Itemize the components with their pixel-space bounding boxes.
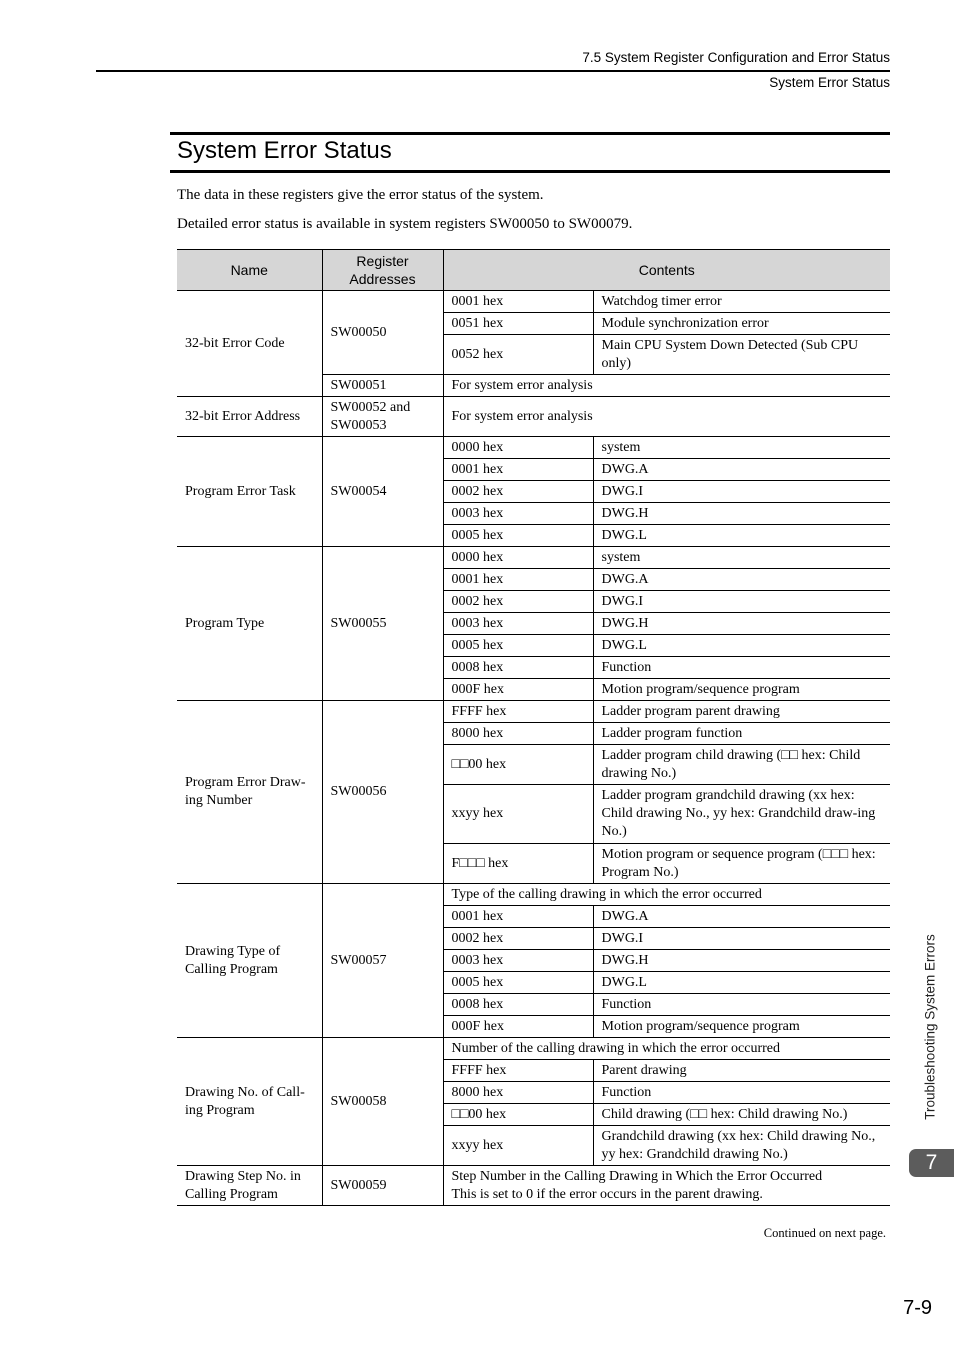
header-subsection: System Error Status — [769, 75, 890, 90]
register-address: SW00054 — [322, 437, 443, 547]
value-code: 0001 hex — [443, 459, 593, 481]
value-description: Function — [593, 1082, 890, 1104]
value-description: DWG.A — [593, 459, 890, 481]
table-row — [177, 397, 890, 437]
value-description: system — [593, 547, 890, 569]
table-row — [177, 884, 890, 906]
value-description: DWG.A — [593, 569, 890, 591]
register-name: Drawing Type of Calling Program — [177, 884, 322, 1038]
value-description: Function — [593, 994, 890, 1016]
value-code: 0005 hex — [443, 635, 593, 657]
value-code: FFFF hex — [443, 1060, 593, 1082]
value-code: 0052 hex — [443, 335, 593, 375]
value-code: 000F hex — [443, 1016, 593, 1038]
value-code: 0002 hex — [443, 481, 593, 503]
value-code: □□00 hex — [443, 1104, 593, 1126]
value-code: 0000 hex — [443, 547, 593, 569]
value-code: 0001 hex — [443, 291, 593, 313]
value-description: DWG.L — [593, 525, 890, 547]
contents-text — [443, 1166, 890, 1206]
register-name: Program Error Task — [177, 437, 322, 547]
register-name: Drawing No. of Call-ing Program — [177, 1038, 322, 1166]
value-code: 000F hex — [443, 679, 593, 701]
register-name: Drawing Step No. in Calling Program — [177, 1166, 322, 1206]
continued-note: Continued on next page. — [763, 1226, 886, 1240]
register-name: 32-bit Error Address — [177, 397, 322, 437]
title-box — [170, 132, 890, 173]
value-description: DWG.H — [593, 613, 890, 635]
register-address: SW00055 — [322, 547, 443, 701]
col-header-register: Register Addresses — [322, 250, 443, 291]
register-name: 32-bit Error Code — [177, 291, 322, 397]
value-description: Motion program or sequence program (□□□ hex: Program No.) — [593, 844, 890, 884]
register-address: SW00052 and SW00053 — [322, 397, 443, 437]
value-code: xxyy hex — [443, 785, 593, 844]
value-code: FFFF hex — [443, 701, 593, 723]
value-code: 0000 hex — [443, 437, 593, 459]
value-description: Motion program/sequence program — [593, 679, 890, 701]
table-row — [177, 1166, 890, 1206]
contents-text: Type of the calling drawing in which the error occurred — [443, 884, 890, 906]
page-title: System Error Status — [177, 137, 392, 164]
value-description: DWG.L — [593, 635, 890, 657]
value-code: 0051 hex — [443, 313, 593, 335]
value-code: 0003 hex — [443, 613, 593, 635]
value-description: DWG.A — [593, 906, 890, 928]
value-code: 0002 hex — [443, 591, 593, 613]
value-code: 8000 hex — [443, 723, 593, 745]
register-name: Program Type — [177, 547, 322, 701]
table-row — [177, 1038, 890, 1060]
value-description: Ladder program grandchild drawing (xx hex: Child drawing No., yy hex: Grandchild draw-ing No.) — [593, 785, 890, 844]
value-description: Grandchild drawing (xx hex: Child drawing No., yy hex: Grandchild drawing No.) — [593, 1126, 890, 1166]
value-code: 0005 hex — [443, 525, 593, 547]
register-address: SW00059 — [322, 1166, 443, 1206]
value-description: DWG.I — [593, 928, 890, 950]
table-row — [177, 547, 890, 569]
value-description: Parent drawing — [593, 1060, 890, 1082]
register-address: SW00051 — [322, 375, 443, 397]
register-address: SW00050 — [322, 291, 443, 375]
header-section: 7.5 System Register Configuration and Error Status — [582, 50, 890, 65]
register-address: SW00056 — [322, 701, 443, 884]
value-description: DWG.H — [593, 503, 890, 525]
chapter-tab: 7 — [909, 1149, 954, 1177]
table-row — [177, 291, 890, 313]
value-code: 0001 hex — [443, 569, 593, 591]
contents-line-2: This is set to 0 if the error occurs in the parent drawing. — [451, 1186, 763, 1202]
value-code: 0008 hex — [443, 994, 593, 1016]
value-description: DWG.I — [593, 591, 890, 613]
col-header-contents: Contents — [443, 250, 890, 291]
value-code: 0005 hex — [443, 972, 593, 994]
col-header-name: Name — [177, 250, 322, 291]
value-description: Watchdog timer error — [593, 291, 890, 313]
value-code: F□□□ hex — [443, 844, 593, 884]
value-description: Motion program/sequence program — [593, 1016, 890, 1038]
value-description: DWG.L — [593, 972, 890, 994]
value-code: 0003 hex — [443, 950, 593, 972]
table-row — [177, 701, 890, 723]
register-name: Program Error Draw-ing Number — [177, 701, 322, 884]
value-description: Ladder program parent drawing — [593, 701, 890, 723]
contents-line-1: Step Number in the Calling Drawing in Which the Error Occurred — [451, 1168, 823, 1184]
value-code: xxyy hex — [443, 1126, 593, 1166]
contents-text: Number of the calling drawing in which the error occurred — [443, 1038, 890, 1060]
value-code: 0003 hex — [443, 503, 593, 525]
page-number: 7-9 — [903, 1297, 932, 1319]
system-error-table — [177, 249, 890, 1206]
value-code: □□00 hex — [443, 745, 593, 785]
value-code: 0001 hex — [443, 906, 593, 928]
value-description: Child drawing (□□ hex: Child drawing No.) — [593, 1104, 890, 1126]
header-rule — [96, 70, 890, 72]
value-description: Module synchronization error — [593, 313, 890, 335]
value-description: DWG.H — [593, 950, 890, 972]
contents-text: For system error analysis — [443, 375, 890, 397]
value-description: Ladder program child drawing (□□ hex: Child drawing No.) — [593, 745, 890, 785]
register-address: SW00057 — [322, 884, 443, 1038]
side-chapter-label-text: Troubleshooting System Errors — [922, 934, 938, 1120]
value-description: DWG.I — [593, 481, 890, 503]
contents-text: For system error analysis — [443, 397, 890, 437]
value-description: system — [593, 437, 890, 459]
value-description: Function — [593, 657, 890, 679]
value-description: Ladder program function — [593, 723, 890, 745]
register-address: SW00058 — [322, 1038, 443, 1166]
intro-paragraph-1: The data in these registers give the error status of the system. — [177, 187, 544, 203]
table-header-row — [177, 250, 890, 291]
value-code: 0008 hex — [443, 657, 593, 679]
value-code: 0002 hex — [443, 928, 593, 950]
table-row — [177, 437, 890, 459]
value-description: Main CPU System Down Detected (Sub CPU only) — [593, 335, 890, 375]
intro-paragraph-2: Detailed error status is available in system registers SW00050 to SW00079. — [177, 216, 633, 232]
value-code: 8000 hex — [443, 1082, 593, 1104]
